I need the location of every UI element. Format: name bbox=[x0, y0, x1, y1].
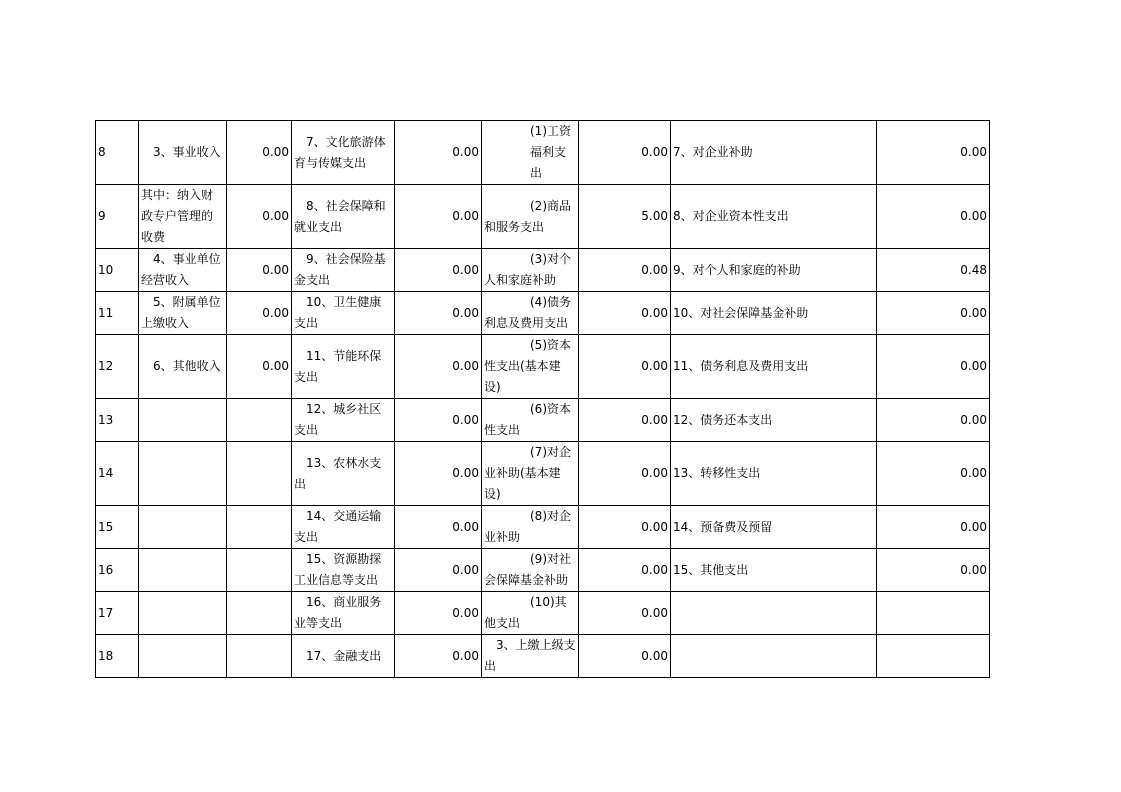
expense-economic-item: 3、上缴上级支出 bbox=[482, 635, 579, 678]
table-row bbox=[96, 506, 990, 549]
income-value: 0.00 bbox=[227, 185, 292, 249]
expense-economic-value: 0.00 bbox=[579, 292, 671, 335]
expense-function-value: 0.00 bbox=[395, 292, 482, 335]
expense-economic-item: (3)对个人和家庭补助 bbox=[482, 249, 579, 292]
row-number: 18 bbox=[96, 635, 139, 678]
expense-function-value: 0.00 bbox=[395, 549, 482, 592]
expense-function-value: 0.00 bbox=[395, 121, 482, 185]
expense-economic-item: (8)对企业补助 bbox=[482, 506, 579, 549]
expense-economic-value: 0.00 bbox=[579, 121, 671, 185]
income-item: 3、事业收入 bbox=[139, 121, 227, 185]
expense-function-value: 0.00 bbox=[395, 506, 482, 549]
table-row bbox=[96, 592, 990, 635]
row-number: 12 bbox=[96, 335, 139, 399]
expense-function-item: 9、社会保险基金支出 bbox=[292, 249, 395, 292]
row-number: 15 bbox=[96, 506, 139, 549]
row-number: 10 bbox=[96, 249, 139, 292]
expense-function-item: 8、社会保障和就业支出 bbox=[292, 185, 395, 249]
expense-function-item: 15、资源勘探工业信息等支出 bbox=[292, 549, 395, 592]
table-row bbox=[96, 442, 990, 506]
row-number: 14 bbox=[96, 442, 139, 506]
income-value bbox=[227, 635, 292, 678]
budget-table bbox=[95, 120, 990, 678]
expense-economic-value: 0.00 bbox=[579, 506, 671, 549]
expense-economic-value: 0.00 bbox=[579, 249, 671, 292]
income-value bbox=[227, 549, 292, 592]
table-row bbox=[96, 635, 990, 678]
gov-expense-value bbox=[877, 592, 990, 635]
table-row bbox=[96, 185, 990, 249]
expense-economic-item: (9)对社会保障基金补助 bbox=[482, 549, 579, 592]
expense-economic-value: 0.00 bbox=[579, 592, 671, 635]
expense-economic-item: (4)债务利息及费用支出 bbox=[482, 292, 579, 335]
expense-function-item: 14、交通运输支出 bbox=[292, 506, 395, 549]
row-number: 11 bbox=[96, 292, 139, 335]
gov-expense-value: 0.00 bbox=[877, 121, 990, 185]
expense-economic-item: (2)商品和服务支出 bbox=[482, 185, 579, 249]
gov-expense-item: 9、对个人和家庭的补助 bbox=[671, 249, 877, 292]
gov-expense-item: 15、其他支出 bbox=[671, 549, 877, 592]
income-item bbox=[139, 635, 227, 678]
expense-function-item: 11、节能环保支出 bbox=[292, 335, 395, 399]
gov-expense-item bbox=[671, 635, 877, 678]
row-number: 8 bbox=[96, 121, 139, 185]
gov-expense-value: 0.00 bbox=[877, 442, 990, 506]
income-item: 其中：纳入财政专户管理的收费 bbox=[139, 185, 227, 249]
expense-economic-value: 0.00 bbox=[579, 549, 671, 592]
expense-economic-value: 5.00 bbox=[579, 185, 671, 249]
expense-economic-value: 0.00 bbox=[579, 442, 671, 506]
expense-economic-value: 0.00 bbox=[579, 335, 671, 399]
expense-economic-item: (5)资本性支出(基本建设) bbox=[482, 335, 579, 399]
income-value: 0.00 bbox=[227, 249, 292, 292]
gov-expense-item: 12、债务还本支出 bbox=[671, 399, 877, 442]
gov-expense-value: 0.00 bbox=[877, 506, 990, 549]
income-item bbox=[139, 592, 227, 635]
expense-economic-item: (7)对企业补助(基本建设) bbox=[482, 442, 579, 506]
income-value bbox=[227, 592, 292, 635]
table-row bbox=[96, 549, 990, 592]
income-item bbox=[139, 506, 227, 549]
gov-expense-item: 14、预备费及预留 bbox=[671, 506, 877, 549]
expense-function-item: 7、文化旅游体育与传媒支出 bbox=[292, 121, 395, 185]
expense-function-value: 0.00 bbox=[395, 635, 482, 678]
expense-function-item: 13、农林水支出 bbox=[292, 442, 395, 506]
expense-function-value: 0.00 bbox=[395, 335, 482, 399]
gov-expense-value: 0.00 bbox=[877, 399, 990, 442]
expense-function-value: 0.00 bbox=[395, 592, 482, 635]
table-row bbox=[96, 292, 990, 335]
expense-economic-item: (1)工资福利支出 bbox=[482, 121, 579, 185]
row-number: 13 bbox=[96, 399, 139, 442]
income-item: 5、附属单位上缴收入 bbox=[139, 292, 227, 335]
income-value: 0.00 bbox=[227, 121, 292, 185]
gov-expense-value: 0.00 bbox=[877, 185, 990, 249]
expense-economic-item: (10)其他支出 bbox=[482, 592, 579, 635]
expense-function-item: 10、卫生健康支出 bbox=[292, 292, 395, 335]
income-value bbox=[227, 506, 292, 549]
income-value: 0.00 bbox=[227, 335, 292, 399]
table-row bbox=[96, 335, 990, 399]
expense-economic-item: (6)资本性支出 bbox=[482, 399, 579, 442]
gov-expense-item: 11、债务利息及费用支出 bbox=[671, 335, 877, 399]
expense-function-value: 0.00 bbox=[395, 399, 482, 442]
expense-economic-value: 0.00 bbox=[579, 635, 671, 678]
income-item bbox=[139, 549, 227, 592]
income-value bbox=[227, 399, 292, 442]
income-item bbox=[139, 399, 227, 442]
income-item: 6、其他收入 bbox=[139, 335, 227, 399]
income-value bbox=[227, 442, 292, 506]
expense-function-item: 12、城乡社区支出 bbox=[292, 399, 395, 442]
gov-expense-item: 8、对企业资本性支出 bbox=[671, 185, 877, 249]
table-row bbox=[96, 121, 990, 185]
expense-function-value: 0.00 bbox=[395, 249, 482, 292]
income-value: 0.00 bbox=[227, 292, 292, 335]
gov-expense-item: 7、对企业补助 bbox=[671, 121, 877, 185]
expense-function-item: 16、商业服务业等支出 bbox=[292, 592, 395, 635]
gov-expense-value: 0.48 bbox=[877, 249, 990, 292]
income-item bbox=[139, 442, 227, 506]
table-row bbox=[96, 249, 990, 292]
row-number: 17 bbox=[96, 592, 139, 635]
gov-expense-value: 0.00 bbox=[877, 335, 990, 399]
expense-economic-value: 0.00 bbox=[579, 399, 671, 442]
gov-expense-item: 13、转移性支出 bbox=[671, 442, 877, 506]
gov-expense-item: 10、对社会保障基金补助 bbox=[671, 292, 877, 335]
gov-expense-value: 0.00 bbox=[877, 549, 990, 592]
expense-function-value: 0.00 bbox=[395, 185, 482, 249]
gov-expense-value bbox=[877, 635, 990, 678]
gov-expense-item bbox=[671, 592, 877, 635]
expense-function-item: 17、金融支出 bbox=[292, 635, 395, 678]
gov-expense-value: 0.00 bbox=[877, 292, 990, 335]
expense-function-value: 0.00 bbox=[395, 442, 482, 506]
table-body bbox=[96, 121, 990, 678]
row-number: 9 bbox=[96, 185, 139, 249]
row-number: 16 bbox=[96, 549, 139, 592]
table-row bbox=[96, 399, 990, 442]
income-item: 4、事业单位经营收入 bbox=[139, 249, 227, 292]
